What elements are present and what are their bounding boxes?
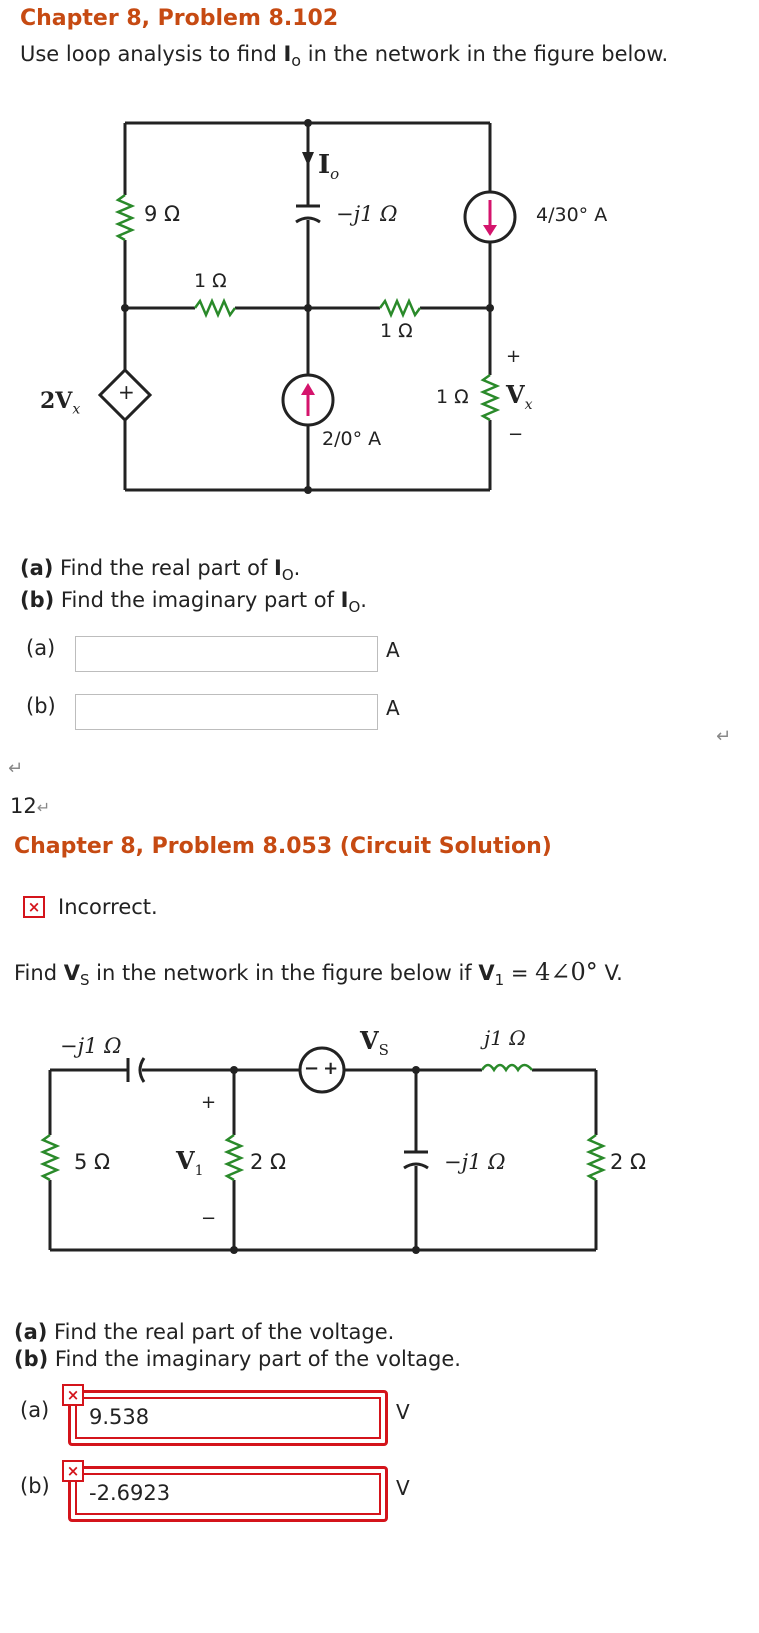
answer1-b-input[interactable] — [75, 694, 378, 730]
answer2-b-error-icon: × — [62, 1460, 84, 1482]
return-mark-1: ↵ — [716, 726, 732, 747]
separator-number: 12 — [10, 794, 37, 818]
problem1-statement — [20, 42, 668, 70]
answer1-a-input[interactable] — [75, 636, 378, 672]
io-sub: o — [330, 165, 340, 184]
statement2-var2: V — [478, 961, 495, 985]
answer2-b-label: (b) — [20, 1474, 50, 1498]
answer2-a-input[interactable] — [75, 1397, 381, 1439]
answer1-a-unit: A — [386, 638, 400, 662]
return-mark-2: ↵ — [8, 758, 24, 779]
statement-text-end: in the network in the figure below. — [301, 42, 669, 66]
dep-src-text: 2V — [40, 388, 73, 414]
vx-sub: x — [524, 396, 533, 413]
vs-sub: S — [378, 1040, 389, 1059]
vs-plus: + — [323, 1058, 339, 1079]
part-b-sub: O — [348, 598, 361, 617]
part-b-var: I — [340, 588, 349, 612]
answer1-a-label: (a) — [26, 636, 56, 660]
problem1-part-b: (b) Find the imaginary part of $I_O$. — [20, 588, 367, 617]
label-v1 — [176, 1146, 204, 1179]
label-vx — [506, 380, 533, 413]
statement2-eq: = — [504, 961, 536, 985]
v1-plus: + — [201, 1092, 217, 1113]
answer2-b-unit: V — [396, 1476, 410, 1500]
v1-sub: 1 — [194, 1162, 204, 1179]
problem1-title: Chapter 8, Problem 8.102 — [20, 6, 339, 31]
dep-src-plus: + — [118, 380, 135, 404]
separator — [10, 794, 50, 818]
vx-minus: − — [508, 424, 524, 445]
statement2-var: V — [63, 961, 80, 985]
statement2-unit: V. — [597, 961, 623, 985]
vx-plus: + — [506, 346, 522, 367]
dep-src-sub: x — [72, 401, 81, 418]
label-r9: 9 Ω — [144, 202, 181, 226]
label-r1-bottom: 1 Ω — [436, 386, 469, 408]
part-a-sub: O — [281, 566, 294, 585]
answer1-b-label: (b) — [26, 694, 56, 718]
part2-b-label: (b) — [14, 1347, 49, 1371]
answer2-b-field — [68, 1466, 388, 1522]
io-text: I — [318, 150, 331, 180]
part-b-label: (b) — [20, 588, 55, 612]
problem2-statement — [14, 958, 623, 989]
vs-text: V — [360, 1026, 379, 1055]
answer2-a-unit: V — [396, 1400, 410, 1424]
label-r1-right: 1 Ω — [380, 320, 413, 342]
v1-text: V — [176, 1146, 195, 1175]
label-cap: −j1 Ω — [336, 202, 398, 226]
answer2-a-field — [68, 1390, 388, 1446]
part2-b-text: Find the imaginary part of the voltage. — [48, 1347, 461, 1371]
problem2-part-a — [14, 1320, 394, 1344]
vs-source-sign — [304, 1058, 338, 1079]
part-a-text: Find the real part of — [53, 556, 275, 580]
label-cap-mid: −j1 Ω — [444, 1150, 506, 1174]
label-r1-left: 1 Ω — [194, 270, 227, 292]
answer2-a-value: 9.538 — [89, 1405, 150, 1429]
label-io — [318, 150, 339, 183]
answer1-b-unit: A — [386, 696, 400, 720]
status-text: Incorrect. — [58, 895, 158, 919]
label-cs-top: 4/30° A — [536, 204, 608, 226]
statement-sub: o — [291, 51, 302, 71]
label-ind: j1 Ω — [484, 1026, 526, 1050]
answer2-b-value: -2.6923 — [89, 1481, 171, 1505]
label-r5: 5 Ω — [74, 1150, 111, 1174]
label-cs-mid: 2/0° A — [322, 428, 382, 450]
answer2-a-label: (a) — [20, 1398, 50, 1422]
part-a-label: (a) — [20, 556, 54, 580]
label-dep-src — [40, 388, 80, 417]
part-a-var: I — [274, 556, 282, 580]
v1-minus: − — [201, 1208, 217, 1229]
label-r2-mid: 2 Ω — [250, 1150, 287, 1174]
part-b-text: Find the imaginary part of — [54, 588, 341, 612]
vx-text: V — [506, 380, 525, 409]
label-r2-right: 2 Ω — [610, 1150, 647, 1174]
problem1-part-a: (a) Find the real part of $I_O$. — [20, 556, 301, 585]
vs-minus: − — [304, 1058, 320, 1079]
statement2-sub2: 1 — [494, 971, 505, 990]
return-mark-3: ↵ — [36, 798, 51, 817]
statement2-mid: in the network in the figure below if — [89, 961, 479, 985]
answer2-a-error-icon: × — [62, 1384, 84, 1406]
label-cap-left: −j1 Ω — [60, 1034, 122, 1058]
part2-a-text: Find the real part of the voltage. — [47, 1320, 395, 1344]
statement2-text: Find — [14, 961, 64, 985]
statement2-val: 4∠0° — [535, 958, 598, 986]
answer2-b-input[interactable] — [75, 1473, 381, 1515]
incorrect-icon: × — [23, 896, 45, 918]
problem2-title: Chapter 8, Problem 8.053 (Circuit Solution) — [14, 834, 552, 859]
statement-var: I — [283, 42, 292, 66]
statement-text: Use loop analysis to find — [20, 42, 284, 66]
part2-a-label: (a) — [14, 1320, 48, 1344]
problem2-part-b — [14, 1347, 461, 1371]
label-vs — [360, 1026, 389, 1059]
statement2-sub: S — [79, 971, 90, 990]
